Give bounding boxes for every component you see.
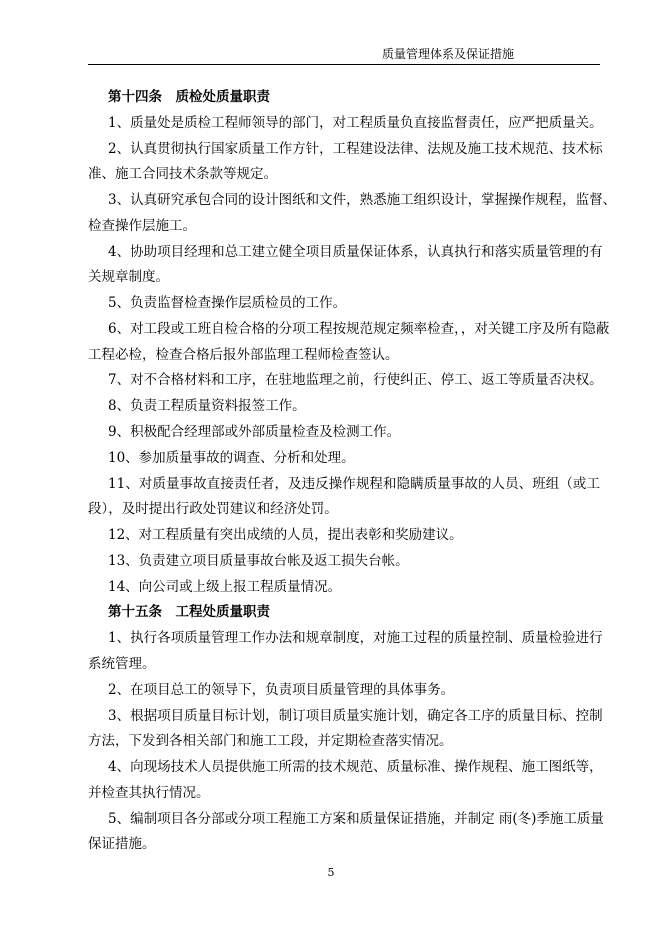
paragraph-line: 保证措施。 [88, 836, 156, 852]
paragraph-line: 4、协助项目经理和总工建立健全项目质量保证体系，认真执行和落实质量管理的有 [108, 244, 603, 260]
paragraph-line: 1、质量处是质检工程师领导的部门，对工程质量负直接监督责任，应严把质量关。 [108, 115, 603, 131]
paragraph-line: 检查操作层施工。 [88, 218, 196, 234]
paragraph-line: 8、负责工程质量资料报签工作。 [108, 398, 306, 414]
paragraph-line: 6、对工段或工班自检合格的分项工程按规范规定频率检查，，对关键工序及所有隐蔽 [108, 321, 610, 337]
paragraph-line: 系统管理。 [88, 656, 156, 672]
page-number: 5 [327, 866, 335, 879]
paragraph-line: 12、对工程质量有突出成绩的人员，提出表彰和奖励建议。 [108, 527, 463, 543]
section-heading: 第十四条 质检处质量职责 [108, 89, 270, 105]
paragraph-line: 1、执行各项质量管理工作办法和规章制度，对施工过程的质量控制、质量检验进行 [108, 630, 603, 646]
paragraph-line: 关规章制度。 [88, 269, 169, 285]
paragraph-line: 3、认真研究承包合同的设计图纸和文件，熟悉施工组织设计，掌握操作规程，监督、 [108, 192, 617, 208]
paragraph-line: 5、编制项目各分部或分项工程施工方案和质量保证措施，并制定 雨(冬)季施工质量 [108, 811, 604, 827]
paragraph-line: 13、负责建立项目质量事故台帐及返工损失台帐。 [108, 553, 409, 569]
page-header [88, 47, 600, 65]
paragraph-line: 工程必检，检查合格后报外部监理工程师检查签认。 [88, 347, 399, 363]
paragraph-line: 4、向现场技术人员提供施工所需的技术规范、质量标准、操作规程、施工图纸等， [108, 759, 603, 775]
paragraph-line: 准、施工合同技术条款等规定。 [88, 166, 277, 182]
paragraph-line: 14、向公司或上级上报工程质量情况。 [108, 579, 342, 595]
paragraph-line: 并检查其执行情况。 [88, 785, 210, 801]
paragraph-line: 5、负责监督检查操作层质检员的工作。 [108, 295, 347, 311]
paragraph-line: 10、参加质量事故的调查、分析和处理。 [108, 450, 355, 466]
paragraph-line: 9、积极配合经理部或外部质量检查及检测工作。 [108, 424, 401, 440]
paragraph-line: 2、认真贯彻执行国家质量工作方针，工程建设法律、法规及施工技术规范、技术标 [108, 141, 603, 157]
section-heading: 第十五条 工程处质量职责 [108, 604, 270, 620]
paragraph-line: 2、在项目总工的领导下，负责项目质量管理的具体事务。 [108, 682, 455, 698]
paragraph-line: 3、根据项目质量目标计划，制订项目质量实施计划，确定各工序的质量目标、控制 [108, 708, 603, 724]
paragraph-line: 7、对不合格材料和工序，在驻地监理之前，行使纠正、停工、返工等质量否决权。 [108, 372, 603, 388]
header-title: 质量管理体系及保证措施 [381, 47, 514, 61]
paragraph-line: 方法，下发到各相关部门和施工工段，并定期检查落实情况。 [88, 733, 453, 749]
paragraph-line: 段），及时提出行政处罚建议和经济处罚。 [88, 501, 338, 517]
paragraph-line: 11、对质量事故直接责任者，及违反操作规程和隐瞒质量事故的人员、班组（或工 [108, 476, 600, 492]
